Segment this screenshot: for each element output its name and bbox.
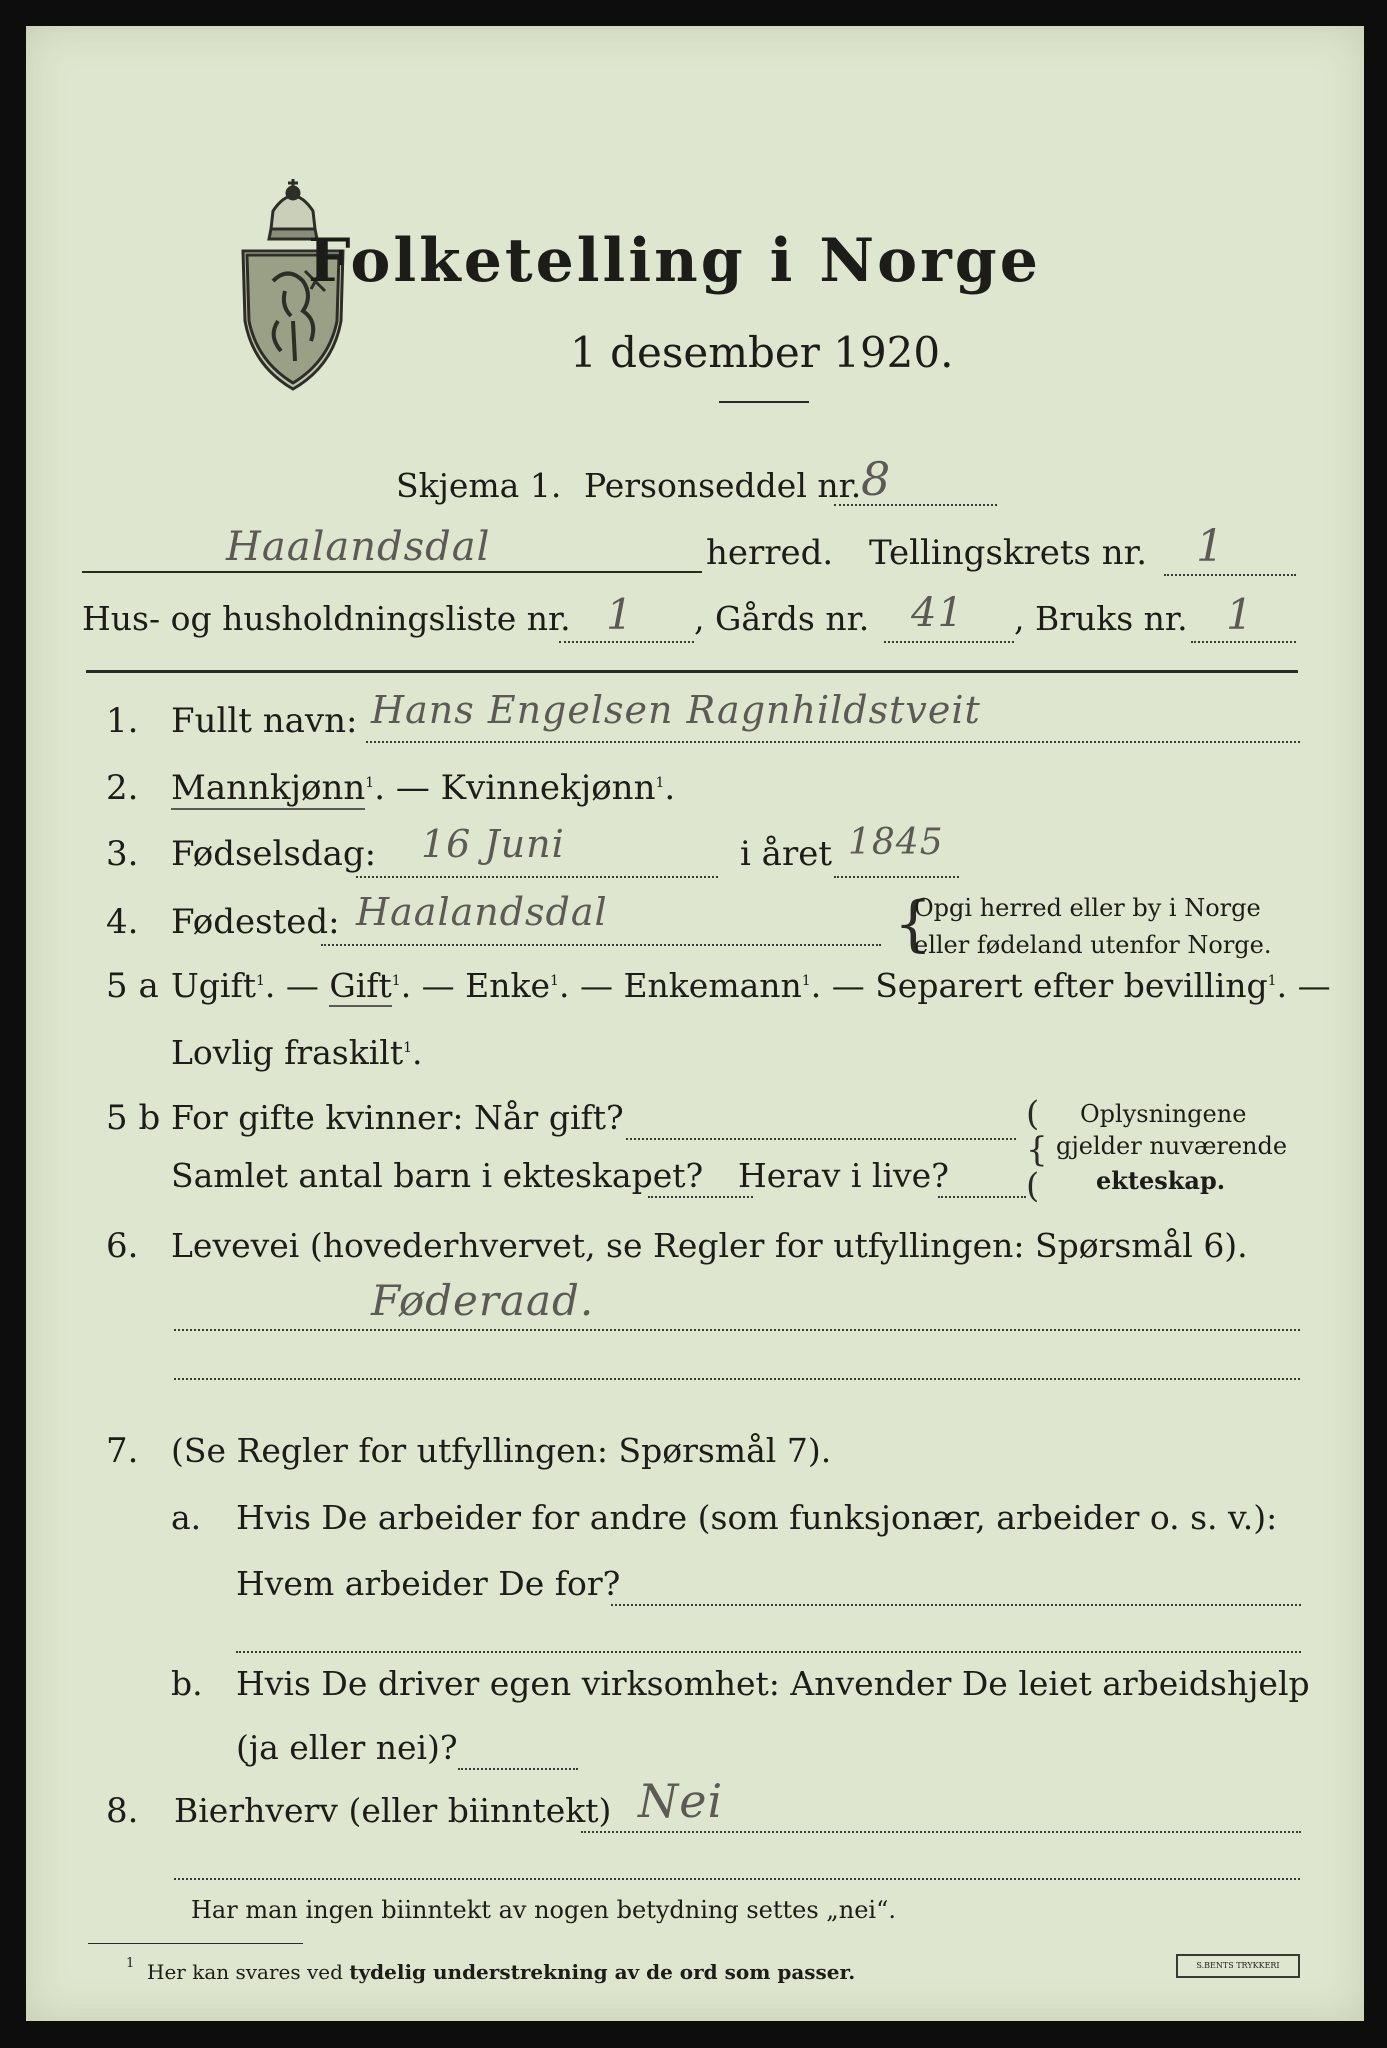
q6-label: Levevei (hovederhvervet, se Regler for utfyllingen: Spørsmål 6). bbox=[171, 1226, 1248, 1265]
q7-label: (Se Regler for utfyllingen: Spørsmål 7). bbox=[171, 1431, 832, 1470]
q5b-note2: gjelder nuværende bbox=[1056, 1132, 1288, 1160]
hired-help-line[interactable] bbox=[458, 1768, 578, 1770]
tellingskrets-line bbox=[1164, 574, 1296, 576]
q5b-label2: Samlet antal barn i ekteskapet? bbox=[171, 1156, 704, 1195]
q8-number: 8. bbox=[106, 1791, 139, 1831]
q1-label: Fullt navn: bbox=[171, 701, 358, 741]
q7b-letter: b. bbox=[171, 1664, 203, 1703]
year-label: i året bbox=[740, 834, 832, 874]
q7b-label2: (ja eller nei)? bbox=[236, 1728, 458, 1767]
tellingskrets-value[interactable]: 1 bbox=[1196, 521, 1225, 572]
gards-line bbox=[884, 641, 1014, 643]
q5a-number: 5 a bbox=[106, 966, 159, 1006]
occupation-value[interactable]: Føderaad. bbox=[371, 1276, 595, 1325]
tellingskrets-label: Tellingskrets nr. bbox=[869, 533, 1148, 573]
birth-year-value[interactable]: 1845 bbox=[848, 822, 944, 863]
q7a-label2: Hvem arbeider De for? bbox=[236, 1564, 621, 1603]
hus-label: Hus- og husholdningsliste nr. bbox=[82, 599, 571, 638]
children-alive-line[interactable] bbox=[938, 1196, 1026, 1198]
footnote-divider bbox=[88, 1943, 303, 1944]
enke-option[interactable]: Enke bbox=[465, 966, 551, 1005]
q4-note-line2: eller fødeland utenfor Norge. bbox=[914, 931, 1272, 959]
gift-option[interactable]: Gift bbox=[329, 966, 392, 1005]
q5b-label3: Herav i live? bbox=[738, 1156, 949, 1195]
header-divider bbox=[86, 670, 1298, 673]
birthday-line bbox=[356, 876, 718, 878]
female-option[interactable]: Kvinnekjønn bbox=[440, 768, 656, 808]
hus-value[interactable]: 1 bbox=[606, 590, 634, 639]
census-form bbox=[26, 26, 1364, 2021]
side-income-value[interactable]: Nei bbox=[638, 1774, 724, 1828]
birthplace-line bbox=[321, 944, 881, 946]
occupation-line1 bbox=[174, 1329, 1300, 1331]
children-count-line[interactable] bbox=[648, 1196, 753, 1198]
employer-line1[interactable] bbox=[611, 1604, 1301, 1606]
occupation-line2 bbox=[174, 1378, 1300, 1380]
personseddel-line bbox=[834, 504, 997, 506]
separert-option[interactable]: Separert efter bevilling bbox=[875, 966, 1268, 1005]
gards-value[interactable]: 41 bbox=[911, 590, 964, 636]
q7b-label: Hvis De driver egen virksomhet: Anvender De leiet arbeidshjelp bbox=[236, 1664, 1310, 1703]
q7a-letter: a. bbox=[171, 1498, 202, 1537]
full-name-value[interactable]: Hans Engelsen Ragnhildstveit bbox=[371, 688, 981, 732]
q7a-label: Hvis De arbeider for andre (som funksjonær, arbeider o. s. v.): bbox=[236, 1498, 1278, 1537]
q2-options: Mannkjønn$^1$. — Kvinnekjønn$^1$. bbox=[171, 768, 676, 808]
q3-number: 3. bbox=[106, 834, 139, 874]
q4-label: Fødested: bbox=[171, 902, 340, 942]
q1-number: 1. bbox=[106, 701, 139, 741]
herred-value[interactable]: Haalandsdal bbox=[226, 524, 491, 570]
bruks-value[interactable]: 1 bbox=[1226, 590, 1254, 639]
bruks-label: , Bruks nr. bbox=[1014, 599, 1188, 638]
ugift-option[interactable]: Ugift bbox=[171, 966, 256, 1005]
gards-label: , Gårds nr. bbox=[694, 599, 870, 638]
form-title: Folketelling i Norge bbox=[308, 226, 1041, 296]
male-option[interactable]: Mannkjønn bbox=[171, 768, 366, 808]
schema-label: Skjema 1. bbox=[396, 466, 562, 505]
enkemann-option[interactable]: Enkemann bbox=[623, 966, 802, 1005]
employer-line2[interactable] bbox=[236, 1651, 1301, 1653]
q4-number: 4. bbox=[106, 902, 139, 942]
q3-label: Fødselsdag: bbox=[171, 834, 377, 874]
q5b-note3: ekteskap. bbox=[1096, 1166, 1226, 1195]
q7-number: 7. bbox=[106, 1431, 139, 1471]
q5b-note1: Oplysningene bbox=[1080, 1100, 1247, 1128]
side-income-line2 bbox=[174, 1878, 1300, 1880]
printer-stamp: S.BENTS TRYKKERI bbox=[1176, 1954, 1300, 1978]
q6-number: 6. bbox=[106, 1226, 139, 1266]
q4-brace: { bbox=[894, 889, 933, 959]
q8-label: Bierhverv (eller biinntekt) bbox=[174, 1791, 612, 1830]
q5b-label1: For gifte kvinner: Når gift? bbox=[171, 1098, 624, 1137]
q5b-number: 5 b bbox=[106, 1098, 161, 1138]
herred-line bbox=[82, 571, 702, 573]
birthplace-value[interactable]: Haalandsdal bbox=[356, 890, 608, 934]
q5b-brace: ( { ( bbox=[1026, 1094, 1048, 1206]
footnote: $^1$ Her kan svares ved tydelig understrekning av de ord som passer. bbox=[126, 1956, 856, 1984]
birthday-value[interactable]: 16 Juni bbox=[421, 822, 565, 866]
fraskilt-option[interactable]: Lovlig fraskilt$^1$. bbox=[171, 1033, 423, 1072]
title-divider bbox=[719, 401, 809, 403]
full-name-line bbox=[366, 741, 1300, 743]
q5a-options: Ugift$^1$. — Gift$^1$. — Enke$^1$. — Enkemann$^1$. — Separert efter bevilling$^1$. — bbox=[171, 966, 1331, 1005]
herred-label: herred. bbox=[706, 533, 834, 573]
hus-line bbox=[559, 641, 694, 643]
side-income-line1 bbox=[581, 1831, 1301, 1833]
q4-note-line1: Opgi herred eller by i Norge bbox=[914, 894, 1261, 922]
q2-number: 2. bbox=[106, 768, 139, 808]
personseddel-value[interactable]: 8 bbox=[861, 452, 892, 506]
bruks-line bbox=[1191, 641, 1296, 643]
census-date: 1 desember 1920. bbox=[570, 328, 954, 377]
married-when-line[interactable] bbox=[626, 1138, 1016, 1140]
birth-year-line bbox=[834, 876, 959, 878]
footer-note: Har man ingen biinntekt av nogen betydning settes „nei“. bbox=[191, 1896, 896, 1924]
personseddel-label: Personseddel nr. bbox=[584, 466, 862, 505]
